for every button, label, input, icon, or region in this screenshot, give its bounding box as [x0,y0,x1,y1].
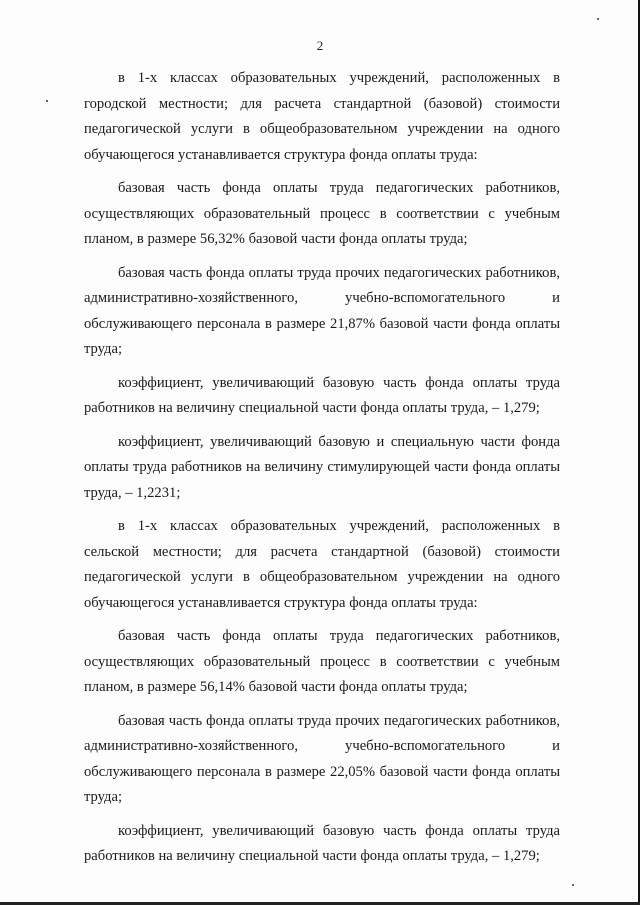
paragraph-rural-teaching-staff-share: базовая часть фонда оплаты труда педагогических работников, осуществляющих образовательный процесс в соответствии с учебным планом, в размере 56,14% базовой части фонда оплаты труда; [84,628,560,695]
paragraph-rural-other-staff-share: базовая часть фонда оплаты труда прочих педагогических работников, административно-хозяйственного, учебно-вспомогательного и обслуживающего персонала в размере 22,05% базовой части фонда оплаты труда; [84,712,560,805]
paragraph-urban-special-coefficient: коэффициент, увеличивающий базовую часть фонда оплаты труда работников на величину специальной части фонда оплаты труда, – 1,279; [84,374,560,416]
paragraph-rural-special-coefficient: коэффициент, увеличивающий базовую часть фонда оплаты труда работников на величину специальной части фонда оплаты труда, – 1,279; [84,822,560,864]
paragraph-rural-intro: в 1-х классах образовательных учреждений, расположенных в сельской местности; для расчета стандартной (базовой) стоимости педагогической услуги в общеобразовательном учреждении на одного обучающегося устанавливается структура фонда оплаты труда: [84,518,560,611]
scan-speck [597,18,599,20]
paragraph-urban-stimulating-coefficient: коэффициент, увеличивающий базовую и специальную части фонда оплаты труда работников на величину стимулирующей части фонда оплаты труда, – 1,2231; [84,433,560,501]
scan-speck [46,100,48,102]
page-number: 2 [316,38,324,53]
document-body [84,66,560,878]
paragraph-urban-other-staff-share: базовая часть фонда оплаты труда прочих педагогических работников, административно-хозяйственного, учебно-вспомогательного и обслуживающего персонала в размере 21,87% базовой части фонда оплаты труда; [84,264,560,357]
scan-speck [572,884,574,886]
paragraph-urban-intro: в 1-х классах образовательных учреждений, расположенных в городской местности; для расчета стандартной (базовой) стоимости педагогической услуги в общеобразовательном учреждении на одного обучающегося устанавливается структура фонда оплаты труда: [84,70,560,163]
paragraph-urban-teaching-staff-share: базовая часть фонда оплаты труда педагогических работников, осуществляющих образовательный процесс в соответствии с учебным планом, в размере 56,32% базовой части фонда оплаты труда; [84,180,560,247]
